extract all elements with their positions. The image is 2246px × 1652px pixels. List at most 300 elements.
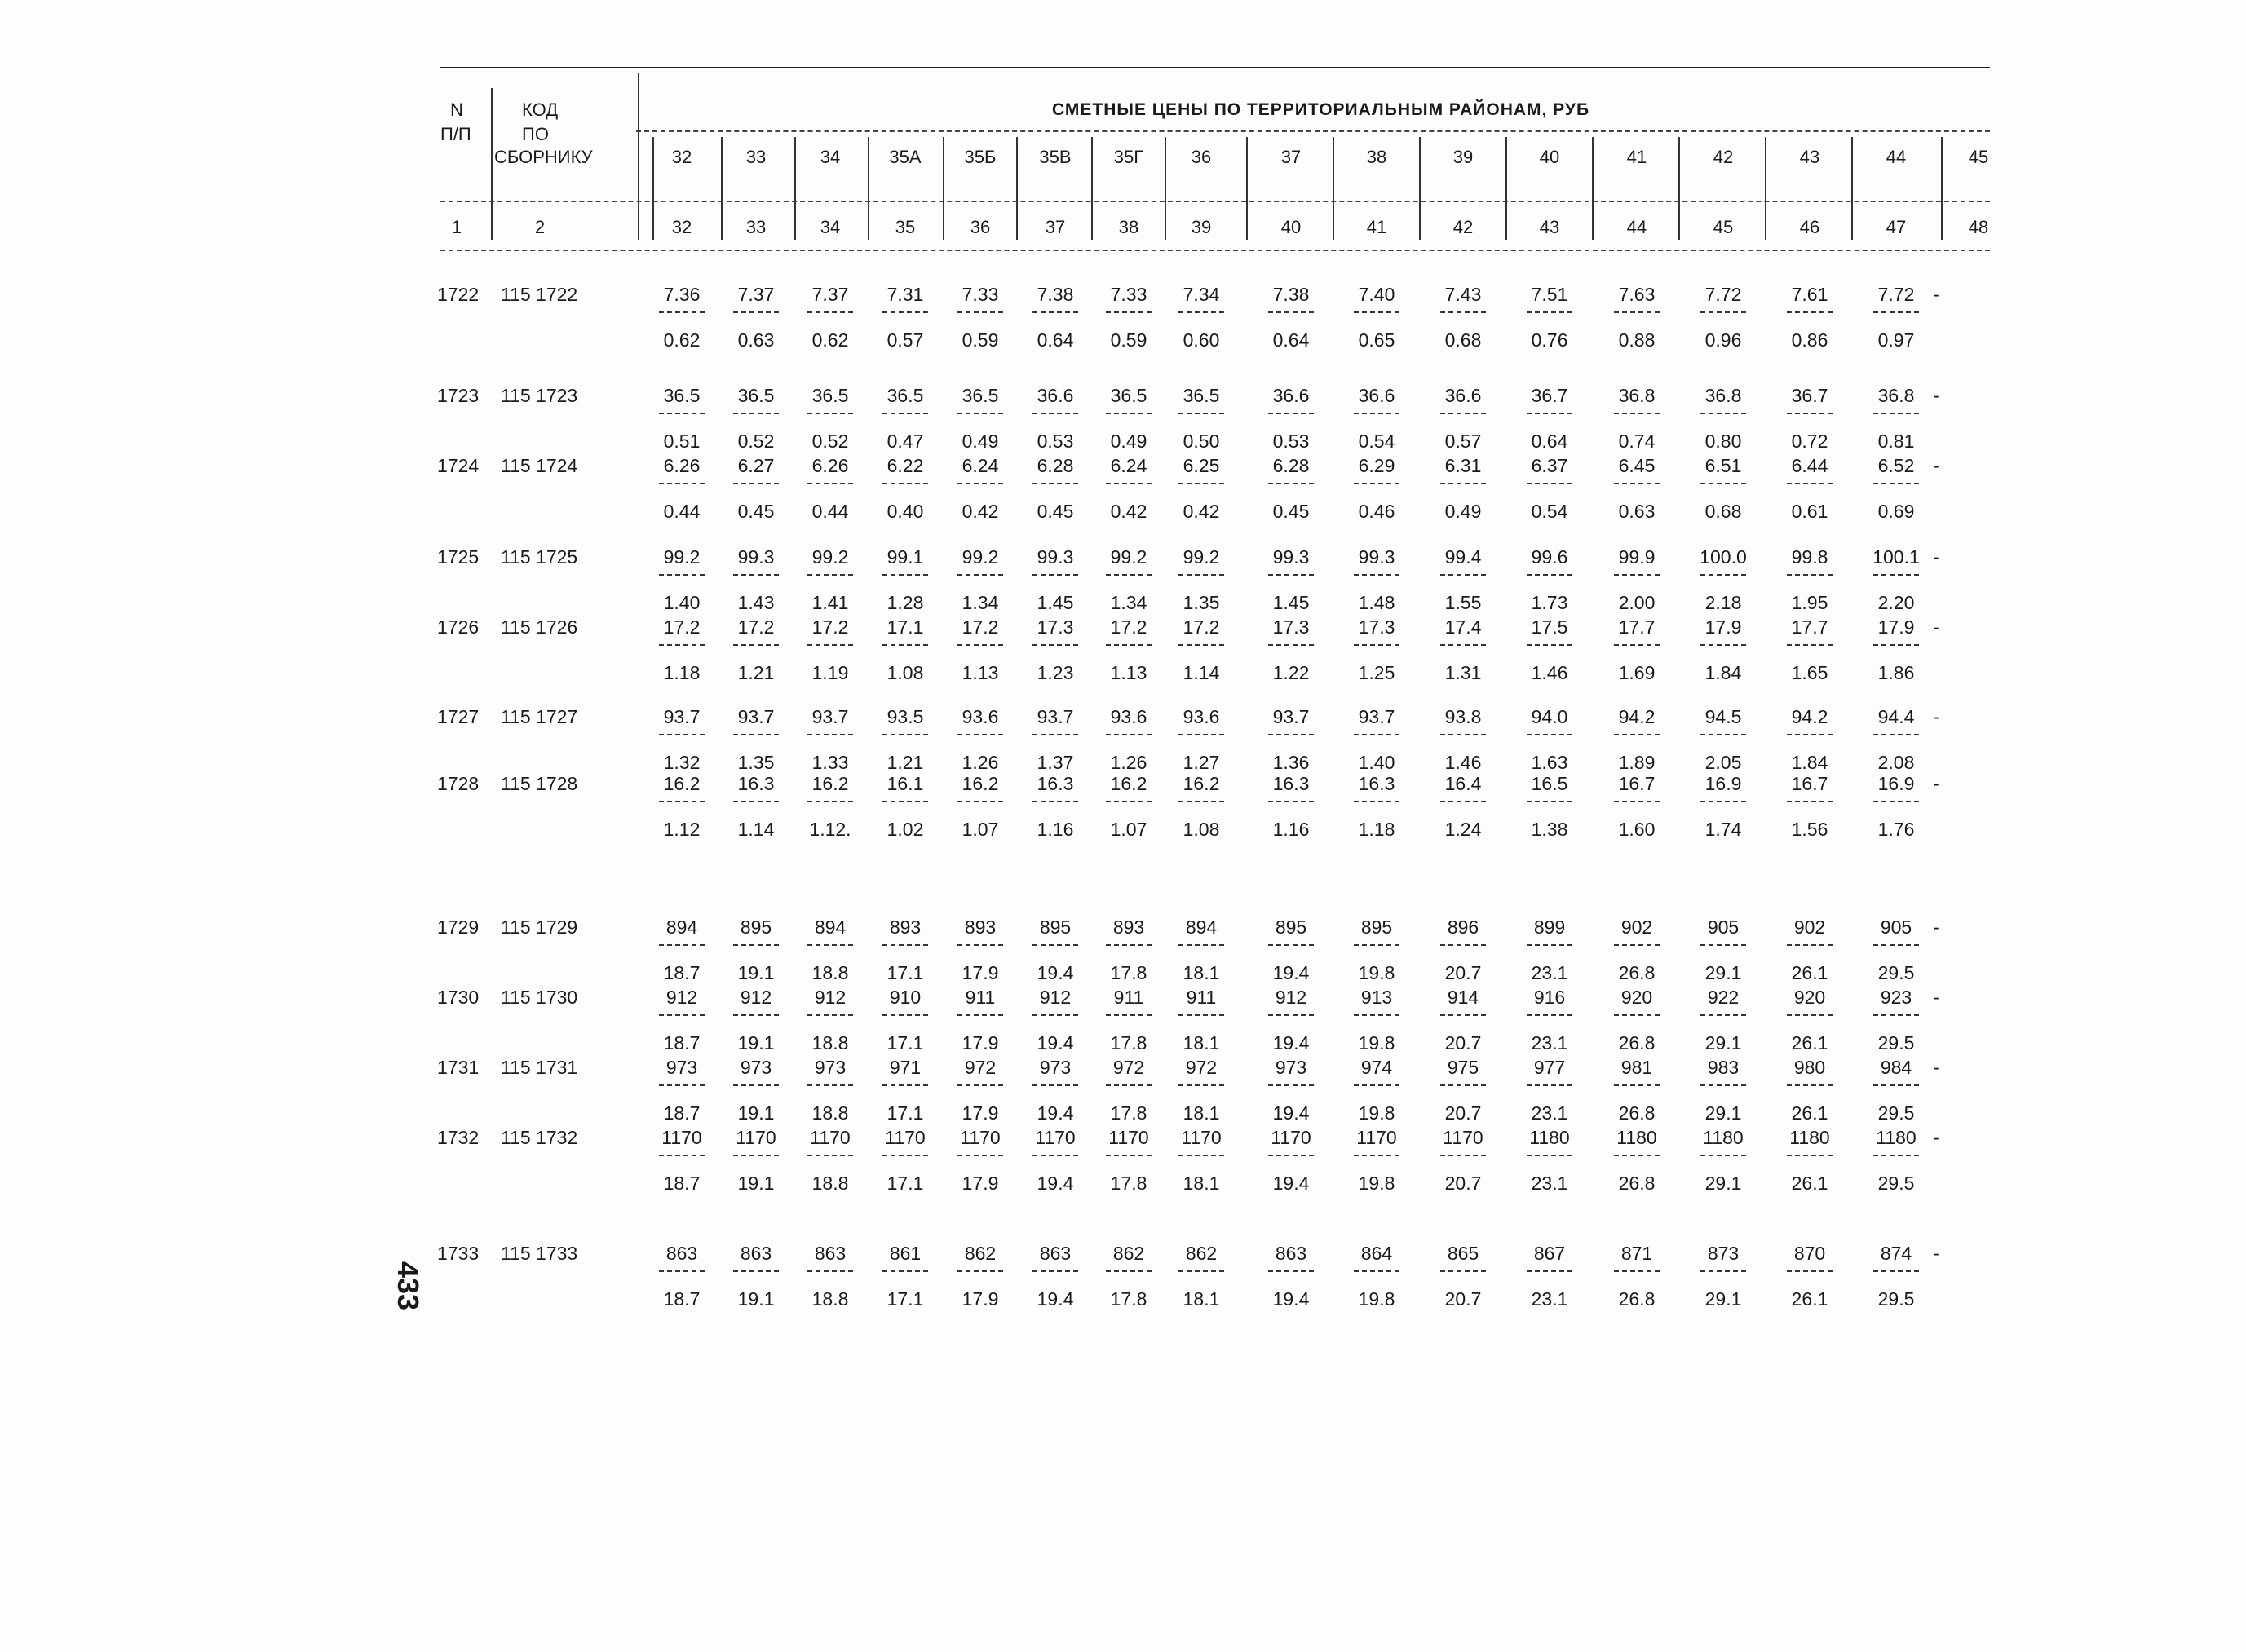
fraction-line bbox=[1873, 483, 1919, 484]
price-cell: 861 bbox=[889, 1243, 922, 1264]
wage-cell: 17.1 bbox=[886, 962, 924, 983]
fraction-line bbox=[882, 311, 928, 313]
fraction-line bbox=[733, 483, 779, 484]
index-cell: 39 bbox=[1191, 217, 1212, 237]
price-cell: 914 bbox=[1447, 987, 1479, 1008]
row-code: 115 1725 bbox=[501, 546, 578, 568]
price-cell: 1180 bbox=[1529, 1127, 1570, 1148]
fraction-line bbox=[1614, 311, 1660, 313]
wage-cell: 1.86 bbox=[1877, 662, 1915, 683]
price-cell: 16.2 bbox=[962, 773, 999, 794]
fraction-line bbox=[659, 413, 705, 414]
price-cell: 922 bbox=[1707, 987, 1740, 1008]
wage-cell: 19.8 bbox=[1358, 1288, 1395, 1310]
column-separator bbox=[1765, 137, 1766, 240]
index-cell: 40 bbox=[1280, 217, 1302, 237]
header-bottom-rule bbox=[440, 250, 1990, 251]
wage-cell: 1.21 bbox=[886, 752, 924, 773]
wage-cell: 0.49 bbox=[1110, 431, 1147, 452]
price-cell: 911 bbox=[1186, 987, 1217, 1008]
region-header: 38 bbox=[1366, 147, 1387, 167]
column-separator bbox=[1941, 137, 1943, 240]
column-separator bbox=[794, 137, 796, 240]
row-code: 115 1732 bbox=[501, 1127, 578, 1148]
region-header: 36 bbox=[1191, 147, 1212, 167]
wage-cell: 26.1 bbox=[1791, 1173, 1828, 1194]
fraction-line bbox=[1106, 1155, 1152, 1156]
fraction-line bbox=[1032, 311, 1078, 313]
wage-cell: 0.62 bbox=[663, 329, 701, 351]
price-cell: 894 bbox=[814, 917, 847, 938]
wage-cell: 17.9 bbox=[962, 1288, 999, 1310]
price-cell: 1170 bbox=[661, 1127, 702, 1148]
wage-cell: 1.12 bbox=[663, 819, 701, 840]
price-cell: 912 bbox=[740, 987, 772, 1008]
price-cell: 99.3 bbox=[1272, 546, 1310, 568]
price-cell: 93.7 bbox=[1037, 706, 1074, 727]
fraction-line bbox=[1354, 1014, 1399, 1016]
wage-cell: 23.1 bbox=[1531, 1288, 1568, 1310]
fraction-line bbox=[733, 574, 779, 576]
fraction-line bbox=[1700, 734, 1746, 735]
wage-cell: 0.60 bbox=[1183, 329, 1220, 351]
fraction-line bbox=[1700, 483, 1746, 484]
fraction-line bbox=[733, 1084, 779, 1086]
fraction-line bbox=[1440, 311, 1486, 313]
fraction-line bbox=[1527, 1084, 1572, 1086]
wage-cell: 18.1 bbox=[1183, 1288, 1220, 1310]
price-cell: 99.4 bbox=[1444, 546, 1482, 568]
wage-cell: 19.4 bbox=[1037, 1288, 1074, 1310]
price-cell: 7.38 bbox=[1037, 284, 1074, 305]
price-cell: 863 bbox=[740, 1243, 772, 1264]
wage-cell: 18.7 bbox=[663, 1288, 701, 1310]
price-cell: 17.9 bbox=[1877, 616, 1915, 638]
index-2: 2 bbox=[534, 217, 546, 237]
price-cell: 36.8 bbox=[1877, 385, 1915, 406]
price-cell: 7.37 bbox=[737, 284, 775, 305]
wage-cell: 0.49 bbox=[962, 431, 999, 452]
fraction-line bbox=[807, 483, 853, 484]
wage-cell: 1.95 bbox=[1791, 592, 1828, 613]
price-cell: 896 bbox=[1447, 917, 1479, 938]
wage-cell: 20.7 bbox=[1444, 1288, 1482, 1310]
fraction-line bbox=[733, 1270, 779, 1272]
wage-cell: 1.22 bbox=[1272, 662, 1310, 683]
fraction-line bbox=[957, 1084, 1003, 1086]
price-cell: 6.29 bbox=[1358, 455, 1395, 476]
wage-cell: 1.32 bbox=[663, 752, 701, 773]
wage-cell: 26.1 bbox=[1791, 962, 1828, 983]
wage-cell: 0.42 bbox=[1183, 501, 1220, 522]
price-cell: 973 bbox=[1039, 1057, 1072, 1078]
fraction-line bbox=[1787, 1270, 1833, 1272]
fraction-line bbox=[1700, 801, 1746, 802]
price-cell: 913 bbox=[1360, 987, 1393, 1008]
wage-cell: 0.63 bbox=[737, 329, 775, 351]
wage-cell: 19.8 bbox=[1358, 1032, 1395, 1053]
wage-cell: 1.69 bbox=[1618, 662, 1656, 683]
wage-cell: 17.1 bbox=[886, 1102, 924, 1124]
fraction-line bbox=[1873, 413, 1919, 414]
fraction-line bbox=[1614, 1084, 1660, 1086]
fraction-line bbox=[1614, 574, 1660, 576]
wage-cell: 1.84 bbox=[1791, 752, 1828, 773]
price-cell: 862 bbox=[964, 1243, 997, 1264]
price-cell: 6.26 bbox=[811, 455, 849, 476]
index-cell: 43 bbox=[1539, 217, 1560, 237]
price-cell: 99.9 bbox=[1618, 546, 1656, 568]
column-separator bbox=[1333, 137, 1334, 240]
wage-cell: 0.63 bbox=[1618, 501, 1656, 522]
wage-cell: 29.5 bbox=[1877, 1032, 1915, 1053]
wage-cell: 0.64 bbox=[1037, 329, 1074, 351]
page-number: 433 bbox=[391, 1261, 426, 1311]
price-cell: 36.5 bbox=[811, 385, 849, 406]
wage-cell: 2.20 bbox=[1877, 592, 1915, 613]
wage-cell: 0.53 bbox=[1037, 431, 1074, 452]
price-cell: 7.37 bbox=[811, 284, 849, 305]
price-cell: 36.7 bbox=[1531, 385, 1568, 406]
fraction-line bbox=[1700, 1014, 1746, 1016]
column-separator bbox=[1246, 137, 1248, 240]
wage-cell: 1.13 bbox=[1110, 662, 1147, 683]
last-column-dash: - bbox=[1933, 616, 1939, 638]
fraction-line bbox=[1614, 944, 1660, 946]
wage-cell: 0.74 bbox=[1618, 431, 1656, 452]
fraction-line bbox=[1873, 1014, 1919, 1016]
wage-cell: 1.18 bbox=[663, 662, 701, 683]
fraction-line bbox=[1614, 1270, 1660, 1272]
wage-cell: 17.1 bbox=[886, 1173, 924, 1194]
fraction-line bbox=[1268, 801, 1314, 802]
wage-cell: 1.27 bbox=[1183, 752, 1220, 773]
wage-cell: 18.8 bbox=[811, 1288, 849, 1310]
price-cell: 870 bbox=[1793, 1243, 1826, 1264]
wage-cell: 18.8 bbox=[811, 1102, 849, 1124]
fraction-line bbox=[957, 1270, 1003, 1272]
fraction-line bbox=[1032, 1155, 1078, 1156]
wage-cell: 0.97 bbox=[1877, 329, 1915, 351]
header-sbornik: СБОРНИКУ bbox=[494, 147, 593, 167]
price-cell: 16.7 bbox=[1618, 773, 1656, 794]
fraction-line bbox=[659, 644, 705, 646]
wage-cell: 17.8 bbox=[1110, 1102, 1147, 1124]
price-cell: 895 bbox=[740, 917, 772, 938]
fraction-line bbox=[882, 734, 928, 735]
fraction-line bbox=[1268, 944, 1314, 946]
header-kod: КОД bbox=[522, 99, 559, 120]
price-cell: 920 bbox=[1620, 987, 1653, 1008]
fraction-line bbox=[733, 1014, 779, 1016]
wage-cell: 1.55 bbox=[1444, 592, 1482, 613]
wage-cell: 1.08 bbox=[886, 662, 924, 683]
region-header: 35А bbox=[889, 147, 922, 167]
wage-cell: 0.88 bbox=[1618, 329, 1656, 351]
fraction-line bbox=[1178, 1155, 1224, 1156]
fraction-line bbox=[1268, 574, 1314, 576]
fraction-line bbox=[1106, 801, 1152, 802]
price-cell: 893 bbox=[964, 917, 997, 938]
price-cell: 893 bbox=[889, 917, 922, 938]
fraction-line bbox=[1614, 801, 1660, 802]
fraction-line bbox=[1700, 413, 1746, 414]
price-cell: 894 bbox=[665, 917, 698, 938]
price-cell: 17.2 bbox=[663, 616, 701, 638]
wage-cell: 1.35 bbox=[1183, 592, 1220, 613]
fraction-line bbox=[882, 413, 928, 414]
wage-cell: 19.4 bbox=[1272, 1288, 1310, 1310]
wage-cell: 29.1 bbox=[1704, 962, 1742, 983]
price-cell: 874 bbox=[1880, 1243, 1912, 1264]
last-column-dash: - bbox=[1933, 706, 1939, 727]
price-cell: 971 bbox=[889, 1057, 922, 1078]
price-cell: 1170 bbox=[885, 1127, 926, 1148]
fraction-line bbox=[807, 311, 853, 313]
wage-cell: 1.13 bbox=[962, 662, 999, 683]
fraction-line bbox=[882, 574, 928, 576]
price-cell: 895 bbox=[1039, 917, 1072, 938]
price-cell: 17.4 bbox=[1444, 616, 1482, 638]
price-cell: 94.5 bbox=[1704, 706, 1742, 727]
fraction-line bbox=[1787, 644, 1833, 646]
fraction-line bbox=[1614, 483, 1660, 484]
wage-cell: 17.8 bbox=[1110, 962, 1147, 983]
price-cell: 1170 bbox=[1271, 1127, 1311, 1148]
wage-cell: 26.8 bbox=[1618, 1032, 1656, 1053]
wage-cell: 1.34 bbox=[1110, 592, 1147, 613]
fraction-line bbox=[1268, 1270, 1314, 1272]
region-header: 40 bbox=[1539, 147, 1560, 167]
fraction-line bbox=[957, 734, 1003, 735]
wage-cell: 17.8 bbox=[1110, 1288, 1147, 1310]
price-cell: 17.2 bbox=[962, 616, 999, 638]
fraction-line bbox=[1354, 1084, 1399, 1086]
wage-cell: 23.1 bbox=[1531, 1102, 1568, 1124]
region-header: 35В bbox=[1039, 147, 1072, 167]
row-code: 115 1724 bbox=[501, 455, 578, 476]
price-cell: 36.8 bbox=[1618, 385, 1656, 406]
price-cell: 99.2 bbox=[1183, 546, 1220, 568]
wage-cell: 19.1 bbox=[737, 1288, 775, 1310]
last-column-dash: - bbox=[1933, 1243, 1939, 1264]
row-code: 115 1727 bbox=[501, 706, 578, 727]
price-cell: 99.6 bbox=[1531, 546, 1568, 568]
column-separator bbox=[1165, 137, 1166, 240]
fraction-line bbox=[1178, 801, 1224, 802]
wage-cell: 0.42 bbox=[1110, 501, 1147, 522]
fraction-line bbox=[1178, 1270, 1224, 1272]
wage-cell: 23.1 bbox=[1531, 1173, 1568, 1194]
price-cell: 93.6 bbox=[1183, 706, 1220, 727]
column-separator bbox=[1851, 137, 1853, 240]
wage-cell: 1.24 bbox=[1444, 819, 1482, 840]
row-number: 1722 bbox=[437, 284, 480, 305]
price-cell: 16.2 bbox=[1110, 773, 1147, 794]
fraction-line bbox=[1354, 1155, 1399, 1156]
price-cell: 1180 bbox=[1616, 1127, 1657, 1148]
fraction-line bbox=[1787, 1014, 1833, 1016]
price-cell: 867 bbox=[1533, 1243, 1566, 1264]
wage-cell: 1.35 bbox=[737, 752, 775, 773]
index-cell: 46 bbox=[1799, 217, 1820, 237]
fraction-line bbox=[659, 1014, 705, 1016]
price-cell: 7.63 bbox=[1618, 284, 1656, 305]
fraction-line bbox=[882, 801, 928, 802]
fraction-line bbox=[659, 574, 705, 576]
fraction-line bbox=[1032, 1014, 1078, 1016]
fraction-line bbox=[1268, 311, 1314, 313]
price-cell: 1170 bbox=[736, 1127, 776, 1148]
price-cell: 863 bbox=[1275, 1243, 1307, 1264]
price-cell: 864 bbox=[1360, 1243, 1393, 1264]
price-cell: 920 bbox=[1793, 987, 1826, 1008]
column-separator bbox=[721, 137, 723, 240]
wage-cell: 18.1 bbox=[1183, 1173, 1220, 1194]
fraction-line bbox=[1614, 1014, 1660, 1016]
header-vline-kod bbox=[638, 73, 639, 240]
fraction-line bbox=[882, 1084, 928, 1086]
header-pp: П/П bbox=[440, 124, 471, 144]
header-po: ПО bbox=[522, 124, 549, 144]
wage-cell: 0.68 bbox=[1704, 501, 1742, 522]
wage-cell: 1.45 bbox=[1037, 592, 1074, 613]
fraction-line bbox=[733, 413, 779, 414]
fraction-line bbox=[1032, 944, 1078, 946]
row-number: 1731 bbox=[437, 1057, 480, 1078]
region-header: 44 bbox=[1886, 147, 1907, 167]
price-cell: 16.7 bbox=[1791, 773, 1828, 794]
fraction-line bbox=[882, 944, 928, 946]
wage-cell: 26.8 bbox=[1618, 1288, 1656, 1310]
price-cell: 912 bbox=[814, 987, 847, 1008]
row-number: 1728 bbox=[437, 773, 480, 794]
index-cell: 35 bbox=[895, 217, 916, 237]
wage-cell: 17.1 bbox=[886, 1032, 924, 1053]
fraction-line bbox=[1700, 1270, 1746, 1272]
price-cell: 1180 bbox=[1703, 1127, 1744, 1148]
price-cell: 973 bbox=[1275, 1057, 1307, 1078]
fraction-line bbox=[1032, 734, 1078, 735]
wage-cell: 0.44 bbox=[811, 501, 849, 522]
fraction-line bbox=[1700, 574, 1746, 576]
wage-cell: 1.45 bbox=[1272, 592, 1310, 613]
column-separator bbox=[868, 137, 869, 240]
index-cell: 38 bbox=[1118, 217, 1139, 237]
region-header: 45 bbox=[1968, 147, 1989, 167]
wage-cell: 1.26 bbox=[1110, 752, 1147, 773]
fraction-line bbox=[1527, 644, 1572, 646]
wage-cell: 0.69 bbox=[1877, 501, 1915, 522]
price-cell: 863 bbox=[1039, 1243, 1072, 1264]
last-column-dash: - bbox=[1933, 987, 1939, 1008]
wage-cell: 19.1 bbox=[737, 1173, 775, 1194]
price-cell: 16.2 bbox=[811, 773, 849, 794]
wage-cell: 23.1 bbox=[1531, 962, 1568, 983]
wage-cell: 0.53 bbox=[1272, 431, 1310, 452]
row-code: 115 1722 bbox=[501, 284, 578, 305]
price-cell: 912 bbox=[1039, 987, 1072, 1008]
index-cell: 37 bbox=[1045, 217, 1066, 237]
price-cell: 980 bbox=[1793, 1057, 1826, 1078]
price-cell: 7.72 bbox=[1704, 284, 1742, 305]
fraction-line bbox=[1032, 1084, 1078, 1086]
wage-cell: 19.4 bbox=[1272, 962, 1310, 983]
price-cell: 863 bbox=[814, 1243, 847, 1264]
wage-cell: 1.43 bbox=[737, 592, 775, 613]
column-separator bbox=[1419, 137, 1421, 240]
wage-cell: 1.02 bbox=[886, 819, 924, 840]
fraction-line bbox=[1700, 311, 1746, 313]
index-cell: 47 bbox=[1886, 217, 1907, 237]
price-cell: 893 bbox=[1112, 917, 1145, 938]
fraction-line bbox=[1787, 574, 1833, 576]
wage-cell: 1.36 bbox=[1272, 752, 1310, 773]
column-separator bbox=[1505, 137, 1507, 240]
wage-cell: 0.45 bbox=[1037, 501, 1074, 522]
price-cell: 873 bbox=[1707, 1243, 1740, 1264]
fraction-line bbox=[882, 1014, 928, 1016]
index-cell: 36 bbox=[970, 217, 991, 237]
fraction-line bbox=[659, 311, 705, 313]
wage-cell: 1.31 bbox=[1444, 662, 1482, 683]
wage-cell: 1.18 bbox=[1358, 819, 1395, 840]
fraction-line bbox=[1787, 1084, 1833, 1086]
price-cell: 895 bbox=[1275, 917, 1307, 938]
fraction-line bbox=[1106, 483, 1152, 484]
price-cell: 100.0 bbox=[1700, 546, 1747, 568]
price-cell: 974 bbox=[1360, 1057, 1393, 1078]
price-cell: 17.7 bbox=[1618, 616, 1656, 638]
wage-cell: 1.48 bbox=[1358, 592, 1395, 613]
wage-cell: 20.7 bbox=[1444, 1032, 1482, 1053]
wage-cell: 1.16 bbox=[1037, 819, 1074, 840]
wage-cell: 0.64 bbox=[1531, 431, 1568, 452]
wage-cell: 0.65 bbox=[1358, 329, 1395, 351]
wage-cell: 29.5 bbox=[1877, 1173, 1915, 1194]
price-cell: 6.28 bbox=[1037, 455, 1074, 476]
fraction-line bbox=[882, 1155, 928, 1156]
wage-cell: 20.7 bbox=[1444, 1102, 1482, 1124]
price-cell: 6.25 bbox=[1183, 455, 1220, 476]
fraction-line bbox=[1527, 574, 1572, 576]
price-cell: 16.5 bbox=[1531, 773, 1568, 794]
wage-cell: 19.8 bbox=[1358, 1102, 1395, 1124]
region-header: 33 bbox=[745, 147, 767, 167]
price-cell: 7.43 bbox=[1444, 284, 1482, 305]
fraction-line bbox=[659, 944, 705, 946]
price-cell: 16.9 bbox=[1704, 773, 1742, 794]
wage-cell: 0.46 bbox=[1358, 501, 1395, 522]
column-separator bbox=[1091, 137, 1093, 240]
price-cell: 17.7 bbox=[1791, 616, 1828, 638]
fraction-line bbox=[1787, 483, 1833, 484]
fraction-line bbox=[1032, 1270, 1078, 1272]
wage-cell: 0.40 bbox=[886, 501, 924, 522]
last-column-dash: - bbox=[1933, 455, 1939, 476]
price-cell: 93.6 bbox=[962, 706, 999, 727]
wage-cell: 1.07 bbox=[1110, 819, 1147, 840]
wage-cell: 19.4 bbox=[1037, 1032, 1074, 1053]
row-code: 115 1726 bbox=[501, 616, 578, 638]
wage-cell: 20.7 bbox=[1444, 1173, 1482, 1194]
price-cell: 1170 bbox=[1035, 1127, 1076, 1148]
wage-cell: 0.52 bbox=[811, 431, 849, 452]
wage-cell: 18.8 bbox=[811, 962, 849, 983]
fraction-line bbox=[882, 483, 928, 484]
price-cell: 973 bbox=[814, 1057, 847, 1078]
wage-cell: 26.1 bbox=[1791, 1102, 1828, 1124]
